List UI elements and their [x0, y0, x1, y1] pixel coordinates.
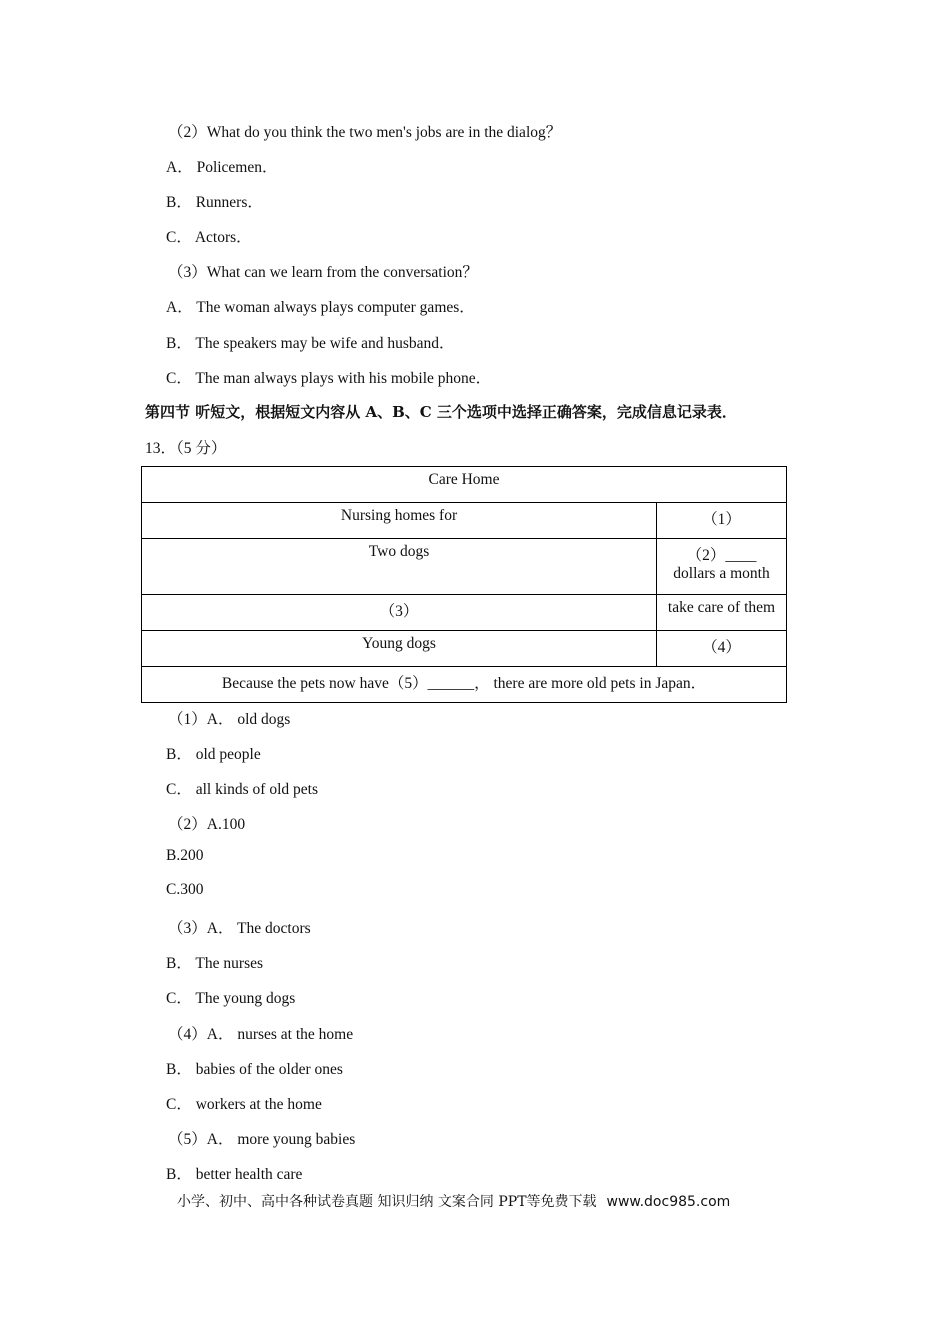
table-cell: Two dogs	[142, 539, 657, 595]
table-cell	[657, 539, 787, 595]
question-2-option-c: C． Actors．	[166, 229, 252, 246]
table-row	[142, 539, 787, 595]
option-5a: （5）A． more young babies	[168, 1131, 356, 1148]
section-4-heading: 第四节 听短文，根据短文内容从 A、B、C 三个选项中选择正确答案，完成信息记录表．	[145, 403, 737, 421]
table-row	[142, 503, 787, 539]
table-row	[142, 667, 787, 703]
option-1c: C． all kinds of old pets	[166, 781, 318, 798]
footer-text: 小学、初中、高中各种试卷真题 知识归纳 文案合同 PPT等免费下载	[177, 1194, 597, 1210]
table-cell: （4）	[657, 631, 787, 667]
option-1b: B． old people	[166, 746, 261, 763]
footer-url[interactable]: www.doc985.com	[606, 1194, 731, 1210]
table-footer-cell: Because the pets now have（5）______， there are more old pets in Japan．	[142, 667, 787, 703]
table-cell: Young dogs	[142, 631, 657, 667]
table-title: Care Home	[142, 467, 787, 503]
page-footer	[177, 1191, 730, 1211]
option-3c: C． The young dogs	[166, 990, 296, 1007]
table-row	[142, 631, 787, 667]
table-cell: Nursing homes for	[142, 503, 657, 539]
question-3-option-a: A． The woman always plays computer games．	[166, 299, 475, 316]
option-5b: B． better health care	[166, 1166, 303, 1183]
option-4a: （4）A． nurses at the home	[168, 1026, 354, 1043]
option-2b: B.200	[166, 847, 204, 864]
info-record-table	[141, 466, 787, 703]
question-3-option-c: C． The man always plays with his mobile phone．	[166, 370, 492, 387]
table-cell: （3）	[142, 595, 657, 631]
blank-2-line: （2）____	[686, 547, 757, 564]
question-13-number: 13．（5 分）	[145, 440, 227, 457]
option-3a: （3）A． The doctors	[168, 920, 311, 937]
table-cell: take care of them	[657, 595, 787, 631]
option-4c: C． workers at the home	[166, 1096, 322, 1113]
option-4b: B． babies of the older ones	[166, 1061, 343, 1078]
option-1a: （1）A． old dogs	[168, 711, 291, 728]
question-2-option-b: B． Runners．	[166, 194, 263, 211]
option-2c: C.300	[166, 881, 204, 898]
option-2a: （2）A.100	[168, 816, 246, 833]
blank-2-unit: dollars a month	[673, 565, 770, 582]
option-3b: B． The nurses	[166, 955, 264, 972]
question-2-stem: （2）What do you think the two men's jobs are in the dialog？	[168, 124, 562, 141]
question-2-option-a: A． Policemen．	[166, 159, 278, 176]
question-3-option-b: B． The speakers may be wife and husband．	[166, 335, 455, 352]
table-row	[142, 595, 787, 631]
question-3-stem: （3）What can we learn from the conversation？	[168, 264, 478, 281]
table-cell: （1）	[657, 503, 787, 539]
